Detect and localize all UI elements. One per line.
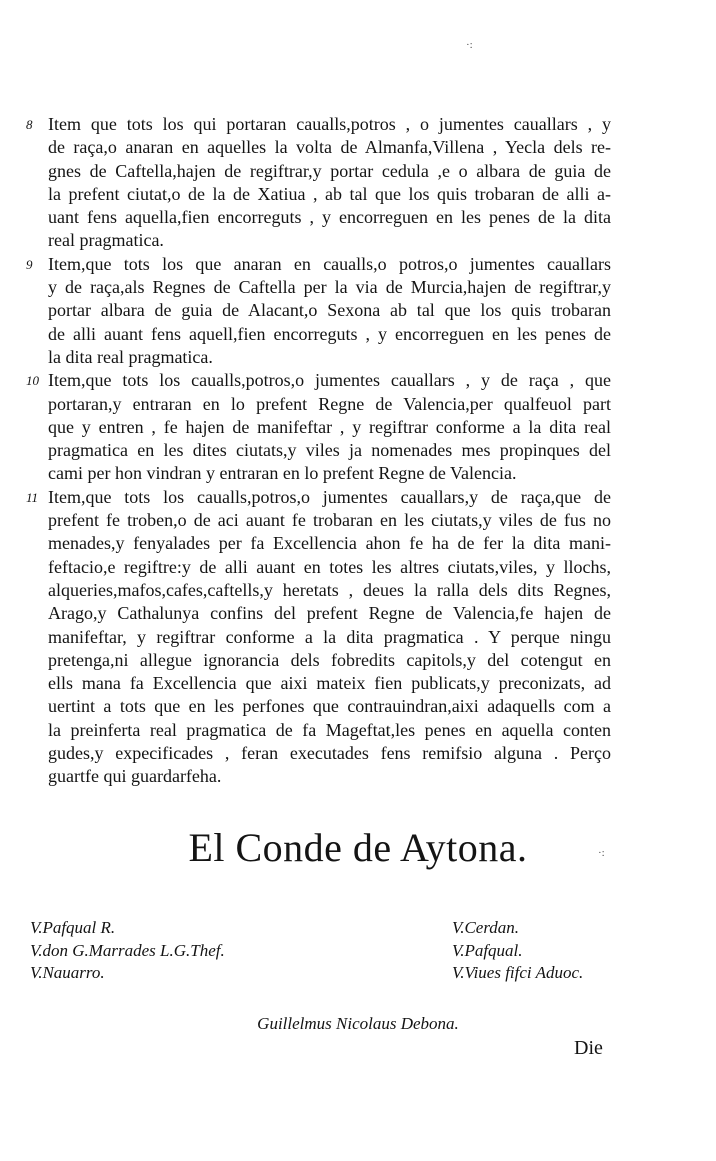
text-line: Arago,y Cathalunya confins del prefent Regne de Valencia,fe hajen de — [48, 603, 611, 624]
paragraph-number: 10 — [26, 373, 39, 389]
officials-left-column — [30, 917, 225, 985]
text-line: manifeftar, y regiftrar conforme a la dita pragmatica . Y perque ningu — [48, 626, 611, 647]
ordinance-paragraph — [26, 369, 611, 485]
paragraph-number: 9 — [26, 256, 33, 272]
official-signature: V.Viues fifci Aduoc. — [452, 963, 584, 982]
text-line: feftacio,e regiftre:y de alli auant en totes les altres ciutats,viles, y llochs, — [48, 556, 611, 577]
text-line: de raça,o anaran en aquelles la volta de Almanfa,Villena , Yecla dels re- — [48, 137, 611, 158]
official-signature: V.Pafqual. — [452, 940, 523, 960]
ordinance-paragraph — [26, 113, 611, 253]
text-line: prefent fe troben,o de aci auant fe trobaran en les ciutats,y viles de fus no — [48, 510, 611, 531]
text-line: pretenga,ni allegue ignorancia dels fobredits capitols,y del cotengut en — [48, 649, 611, 670]
officials-right-column — [452, 917, 583, 985]
text-line: uant fens aquella,fien encorreguts , y encorreguen en les penes de la dita — [48, 207, 611, 228]
signatory-title: El Conde de Aytona. — [188, 825, 528, 870]
text-line: la preinferta real pragmatica de fa Mageftat,les penes en aquella conten — [48, 719, 611, 740]
ordinance-paragraph — [26, 253, 611, 369]
paragraph-number: 11 — [26, 489, 39, 505]
text-line: cami per hon vindran y entraran en lo prefent Regne de Valencia. — [48, 463, 517, 484]
text-line: gnes de Caftella,hajen de regiftrar,y portar cedula ,e o albara de guia de — [48, 160, 611, 181]
text-line: ells mana fa Excellencia que aixi mateix fien publicats,y preconizats, ad — [48, 673, 611, 694]
official-signature: V.Nauarro. — [30, 963, 105, 982]
text-line: la dita real pragmatica. — [48, 346, 213, 367]
text-line: uertint a tots que en les perfones que contrauindran,aixi adaquells com a — [48, 696, 611, 717]
official-signature: V.don G.Marrades L.G.Thef. — [30, 940, 225, 960]
notary-name: Guillelmus Nicolaus Debona. — [257, 1014, 459, 1033]
text-line: Item,que tots los que anaran en caualls,o potros,o jumentes cauallars — [48, 253, 611, 274]
text-line: de alli auant fens aquell,fien encorreguts , y encorreguen en les penes de — [48, 323, 611, 344]
text-line: portar albara de guia de Alacant,o Sexona ab tal que los quis trobaran — [48, 300, 611, 321]
text-line: la prefent ciutat,o de la de Xatiua , ab tal que los quis trobaran de alli a- — [48, 183, 611, 204]
text-line: pragmatica en les dites ciutats,y viles ja nomenades mes propinques del — [48, 440, 611, 461]
text-line: gudes,y expecificades , feran executades fens remifsio alguna . Perço — [48, 743, 611, 764]
text-line: y de raça,als Regnes de Caftella per la via de Murcia,hajen de regiftrar,y — [48, 277, 611, 298]
printing-speck: ·: — [598, 847, 605, 859]
catchword: Die — [574, 1037, 603, 1059]
text-line: alqueries,mafos,cafes,caftells,y heretats , deues la ralla dels dits Regnes, — [48, 579, 611, 600]
text-line: Item,que tots los caualls,potros,o jumentes cauallars,y de raça,que de — [48, 486, 611, 507]
text-line: portaran,y entraran en lo prefent Regne de Valencia,per qualfeuol part — [48, 393, 611, 414]
paragraph-number: 8 — [26, 117, 33, 132]
text-line: Item que tots los qui portaran caualls,potros , o jumentes cauallars , y — [48, 114, 611, 134]
text-line: real pragmatica. — [48, 230, 164, 251]
text-line: que y entren , fe hajen de manifeftar , y regiftrar conforme a la dita real — [48, 416, 611, 437]
text-line: guartfe qui guardarfeha. — [48, 766, 222, 787]
text-line: Item,que tots los caualls,potros,o jumentes cauallars , y de raça , que — [48, 370, 611, 391]
printing-speck: ·: — [466, 39, 473, 51]
official-signature: V.Pafqual R. — [30, 918, 116, 937]
ordinance-paragraph — [26, 486, 611, 789]
text-line: menades,y fenyalades per fa Excellencia ahon fe ha de fer la dita mani- — [48, 533, 611, 554]
ordinance-body — [26, 113, 611, 789]
official-signature: V.Cerdan. — [452, 918, 520, 937]
